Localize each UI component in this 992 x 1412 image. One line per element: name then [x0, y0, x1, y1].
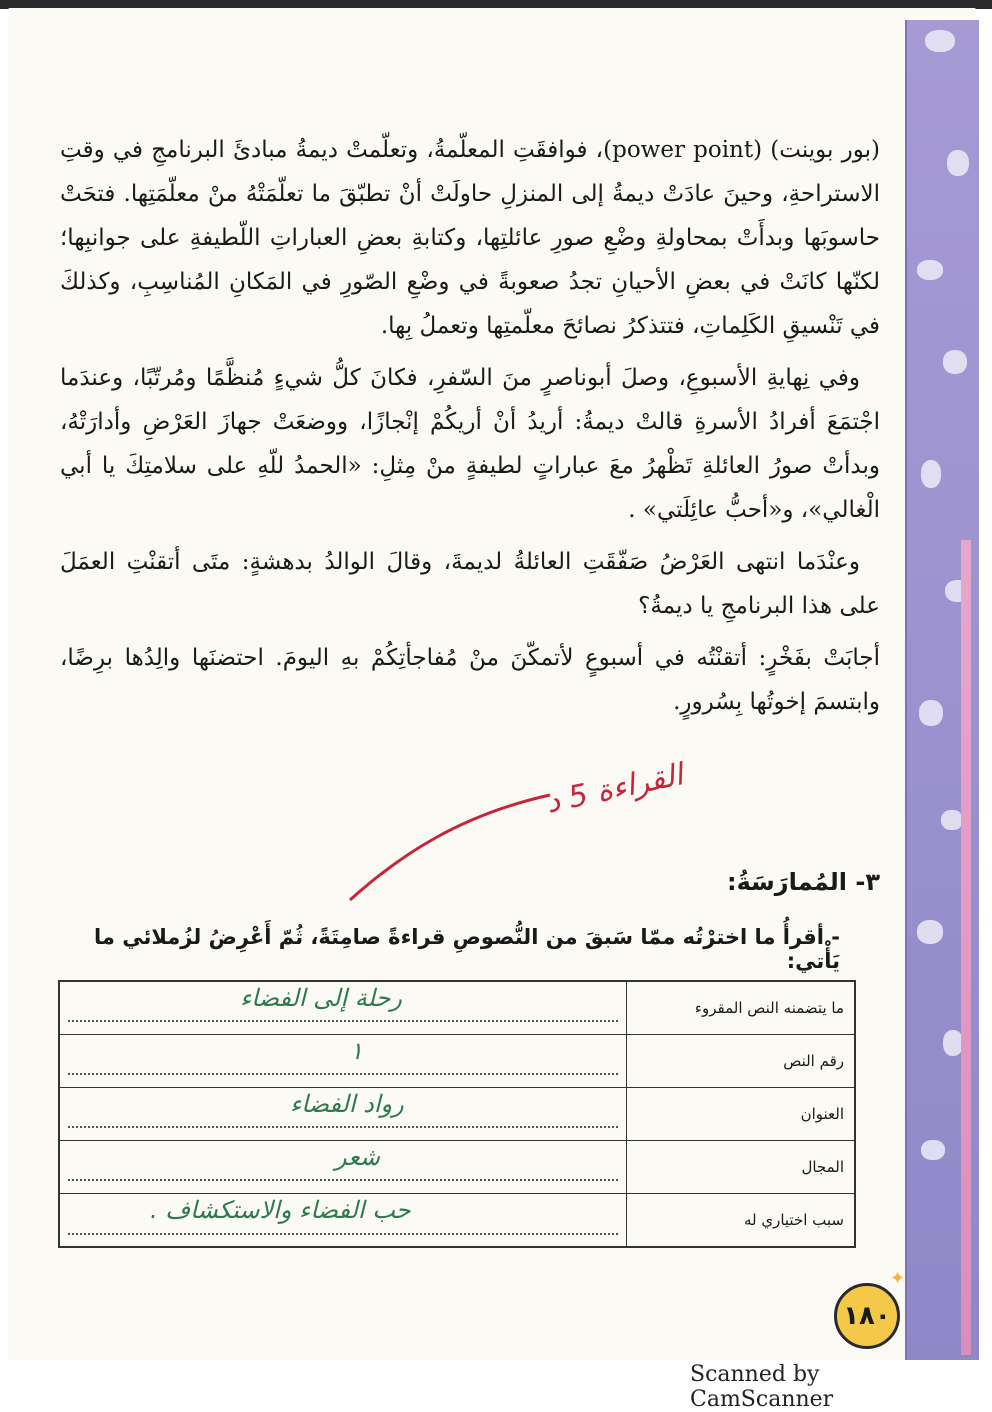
- table-row: [60, 1035, 854, 1088]
- answer-cell[interactable]: [60, 1141, 626, 1193]
- handwritten-answer: رحلة إلى الفضاء: [240, 984, 403, 1012]
- dotted-line: [68, 1126, 618, 1128]
- scanner-watermark: Scanned by CamScanner: [690, 1362, 834, 1412]
- handwritten-red-note: [200, 757, 687, 915]
- answer-cell[interactable]: [60, 1035, 626, 1087]
- handwritten-answer: ١: [350, 1037, 363, 1065]
- row-label: سبب اختياري له: [626, 1194, 854, 1247]
- passage-paragraph: وعنْدَما انتهى العَرْضُ صَفّقَتِ العائلةُ لديمةَ، وقالَ الوالدُ بدهشةٍ: متَى أتقنْتِ العمَلَ على هذا البرنامجِ يا ديمةُ؟: [60, 549, 880, 619]
- dotted-line: [68, 1020, 618, 1022]
- answer-cell[interactable]: [60, 1088, 626, 1140]
- answer-cell[interactable]: [60, 982, 626, 1034]
- row-label: المجال: [626, 1141, 854, 1193]
- dotted-line: [68, 1073, 618, 1075]
- passage-paragraph: أجابَتْ بفَخْرٍ: أتقنْتُه في أسبوعٍ لأتمكّنَ منْ مُفاجأتِكُمْ بهِ اليومَ. احتضنَها والِدُها برِضًا، وابتسمَ إخوتُها بِسُرورٍ.: [60, 645, 880, 715]
- row-label: العنوان: [626, 1088, 854, 1140]
- passage-paragraph: وفي نِهايةِ الأسبوعِ، وصلَ أبوناصرٍ منَ السّفرِ، فكانَ كلُّ شيءٍ مُنظَّمًا ومُرتّبًا، وعندَما اجْتمَعَ أفرادُ الأسرةِ قالتْ ديمةُ: أريدُ أنْ أريكُمْ إنْجازًا، ووضعَتْ جهازَ العَرْضِ وأدارَتْهُ، وبدأتْ صورُ العائلةِ تَظْهرُ معَ عباراتٍ لطيفةٍ منْ مِثلِ: «الحمدُ للّهِ على سلامتِكَ يا أبي الْغالي»، و«أحبُّ عائِلَتي» .: [60, 365, 880, 523]
- page-number-badge: ١٨٠: [834, 1283, 900, 1349]
- row-label: ما يتضمنه النص المقروء: [626, 982, 854, 1034]
- star-icon: ✦: [890, 1268, 906, 1289]
- table-row: [60, 1141, 854, 1194]
- dotted-line: [68, 1233, 618, 1235]
- dotted-line: [68, 1179, 618, 1181]
- instruction-text: - أقرأُ ما اخترْتُه ممّا سَبقَ من النُّصوصِ قراءةً صامِتَةً، ثُمّ أَعْرِضُ لزُملائي ما يَأْتي:: [94, 925, 840, 973]
- table-row: [60, 1194, 854, 1247]
- handwritten-answer: رواد الفضاء: [290, 1090, 404, 1118]
- section-heading: ٣- المُمارَسَةُ:: [727, 868, 880, 896]
- story-passage: [60, 128, 880, 732]
- decorative-page-edge: [961, 540, 971, 1355]
- row-label: رقم النص: [626, 1035, 854, 1087]
- handwritten-answer: شعر: [335, 1143, 380, 1171]
- handwritten-note-text: القراءة 5 د: [542, 757, 687, 821]
- table-row: [60, 1088, 854, 1141]
- practice-table: [58, 980, 856, 1248]
- handwritten-answer: حب الفضاء والاستكشاف .: [150, 1196, 411, 1224]
- answer-cell[interactable]: [60, 1194, 626, 1247]
- table-row: [60, 982, 854, 1035]
- passage-paragraph: (بور بوينت) (power point)، فوافقَتِ المعلّمةُ، وتعلّمتْ ديمةُ مبادئَ البرنامجِ في وقتِ الاستراحةِ، وحينَ عادَتْ ديمةُ إلى المنزلِ حاولَتْ أنْ تطبّقَ ما تعلّمَتْهُ منْ معلّمَتِها. فتحَتْ حاسوبَها وبدأَتْ بمحاولةِ وضْعِ صورِ عائلتِها، وكتابةِ بعضِ العباراتِ اللّطيفةِ على جوانبِها؛ لكنّها كانَتْ في بعضِ الأحيانِ تجدُ صعوبةً في وضْعِ الصّورِ في المَكانِ المُناسِبِ، وكذلكَ في تَنْسيقِ الكَلِماتِ، فتتذكرُ نصائحَ معلّمتِها وتعملُ بِها.: [60, 137, 880, 339]
